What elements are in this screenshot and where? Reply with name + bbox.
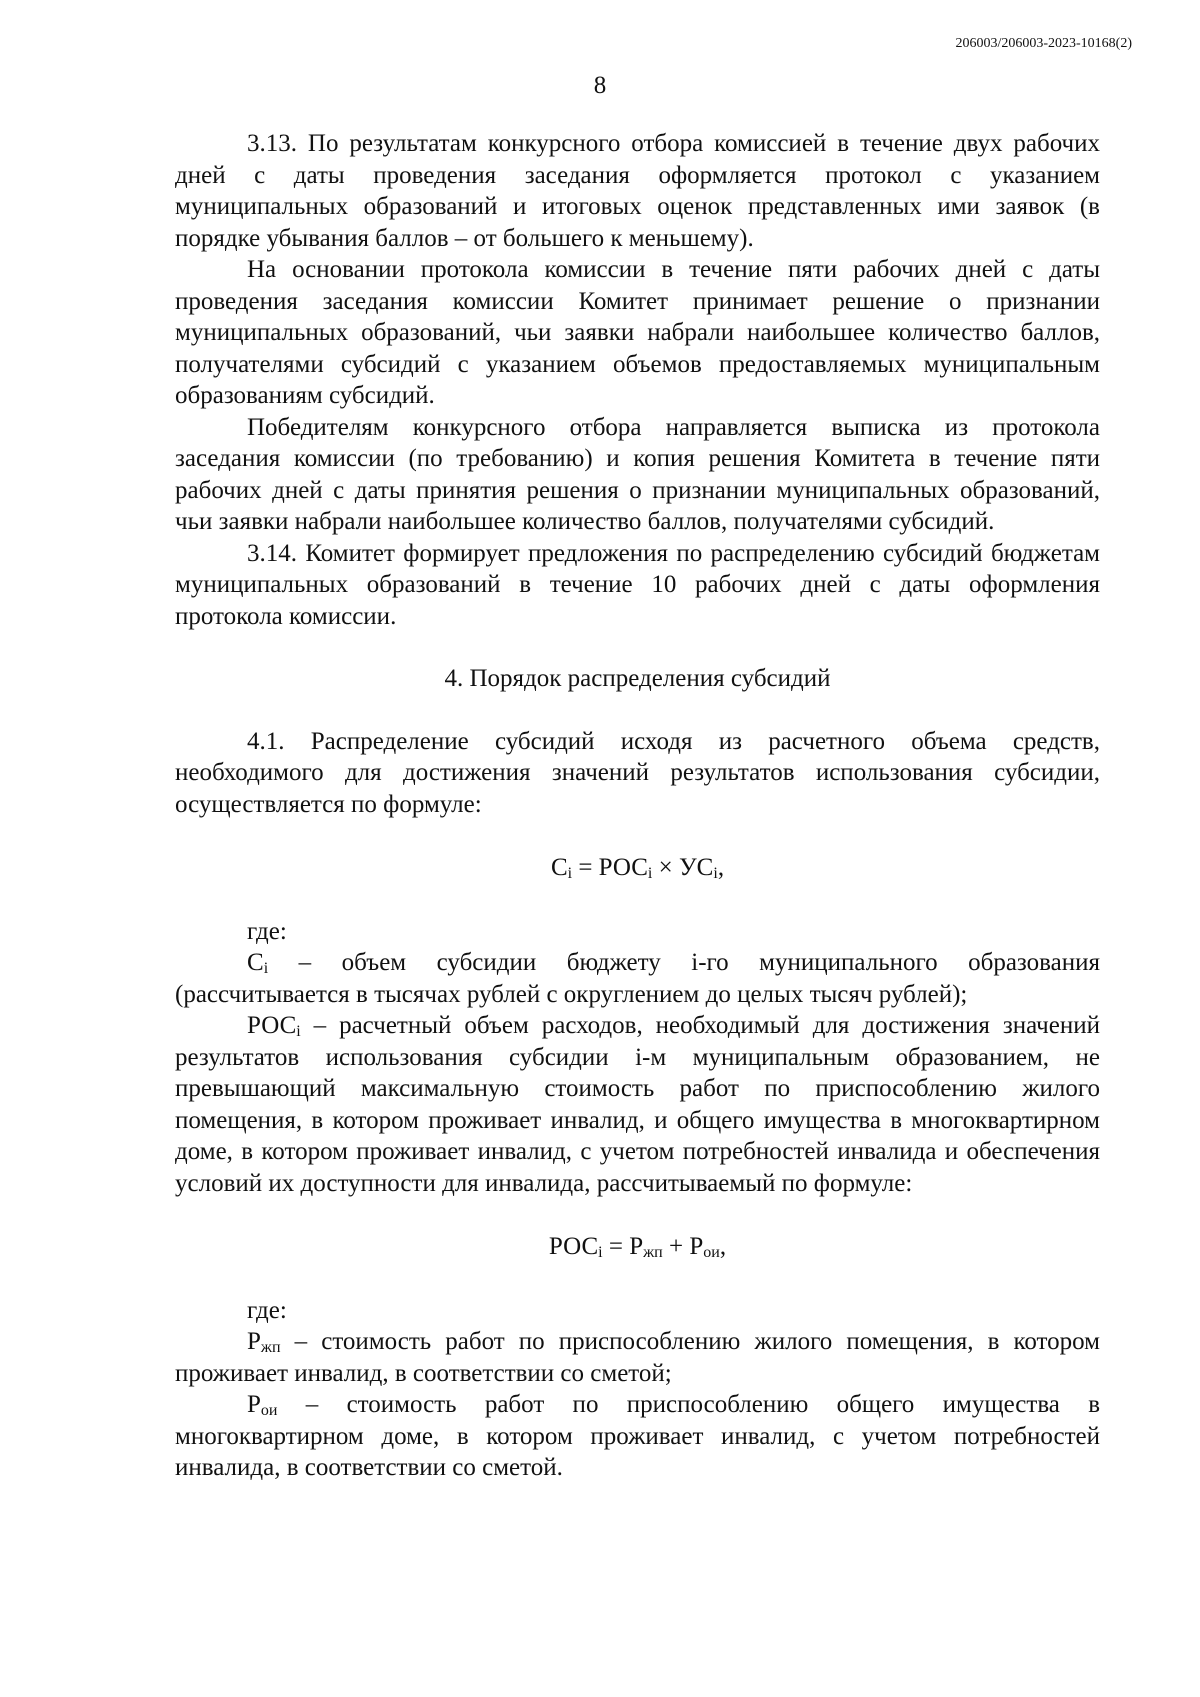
formula-roc: $РОС_i = Р_{жп} + Р_{ои}$, xyxy=(548,1233,727,1261)
definition-p-oi: $Р_{ои}$ – стоимость работ по приспособлению общего имущества в многоквартирном доме, в котором проживает инвалид, с учетом потребностей инвалида, в соответствии со сметой. xyxy=(175,1391,1100,1481)
page-number: 8 xyxy=(593,72,607,99)
paragraph-winners-notice: Победителям конкурсного отбора направляется выписка из протокола заседания комиссии (по требованию) и копия решения Комитета в течение пяти рабочих дней с даты принятия решения о признании муниципальных образований, чьи заявки набрали наибольшее количество баллов, получателями субсидий. xyxy=(175,413,1100,535)
formula-subsidy: $C_i = РОС_i \times УС_i$, xyxy=(550,854,725,882)
paragraph-3-14: 3.14. Комитет формирует предложения по распределению субсидий бюджетам муниципальных образований в течение 10 рабочих дней с даты оформления протокола комиссии. xyxy=(175,539,1100,630)
section-heading: 4. Порядок распределения субсидий xyxy=(444,665,831,692)
where-label-1: где: xyxy=(247,917,287,945)
paragraph-4-1: 4.1. Распределение субсидий исходя из расчетного объема средств, необходимого для достижения значений результатов использования субсидии, осуществляется по формуле: xyxy=(175,727,1100,818)
document-id: 206003/206003-2023-10168(2) xyxy=(955,36,1132,51)
definition-p-zhp: $Р_{жп}$ – стоимость работ по приспособлению жилого помещения, в котором проживает инвалид, в соответствии со сметой; xyxy=(175,1328,1100,1387)
paragraph-3-13: 3.13. По результатам конкурсного отбора комиссией в течение двух рабочих дней с даты проведения заседания оформляется протокол с указанием муниципальных образований и итоговых оценок представленных ими заявок (в порядке убывания баллов – от большего к меньшему). xyxy=(175,130,1100,252)
where-label-2: где: xyxy=(247,1296,287,1324)
paragraph-protocol-decision: На основании протокола комиссии в течение пяти рабочих дней с даты проведения заседания комиссии Комитет принимает решение о признании муниципальных образований, чьи заявки набрали наибольшее количество баллов, получателями субсидий с указанием объемов предоставляемых муниципальным образованиям субсидий. xyxy=(175,256,1100,409)
definition-c: $C_i$ – объем субсидии бюджету i-го муниципального образования (рассчитывается в тысячах рублей с округлением до целых тысяч рублей); xyxy=(175,949,1100,1008)
definition-roc: $РОС_i$ – расчетный объем расходов, необходимый для достижения значений результатов использования субсидии i-м муниципальным образованием, не превышающий максимальную стоимость работ по приспособлению жилого помещения, в котором проживает инвалид, и общего имущества в многоквартирном доме, в котором проживает инвалид, с учетом потребностей инвалида и обеспечения условий их доступности для инвалида, рассчитываемый по формуле: xyxy=(175,1012,1100,1197)
document-body xyxy=(175,128,1100,1484)
